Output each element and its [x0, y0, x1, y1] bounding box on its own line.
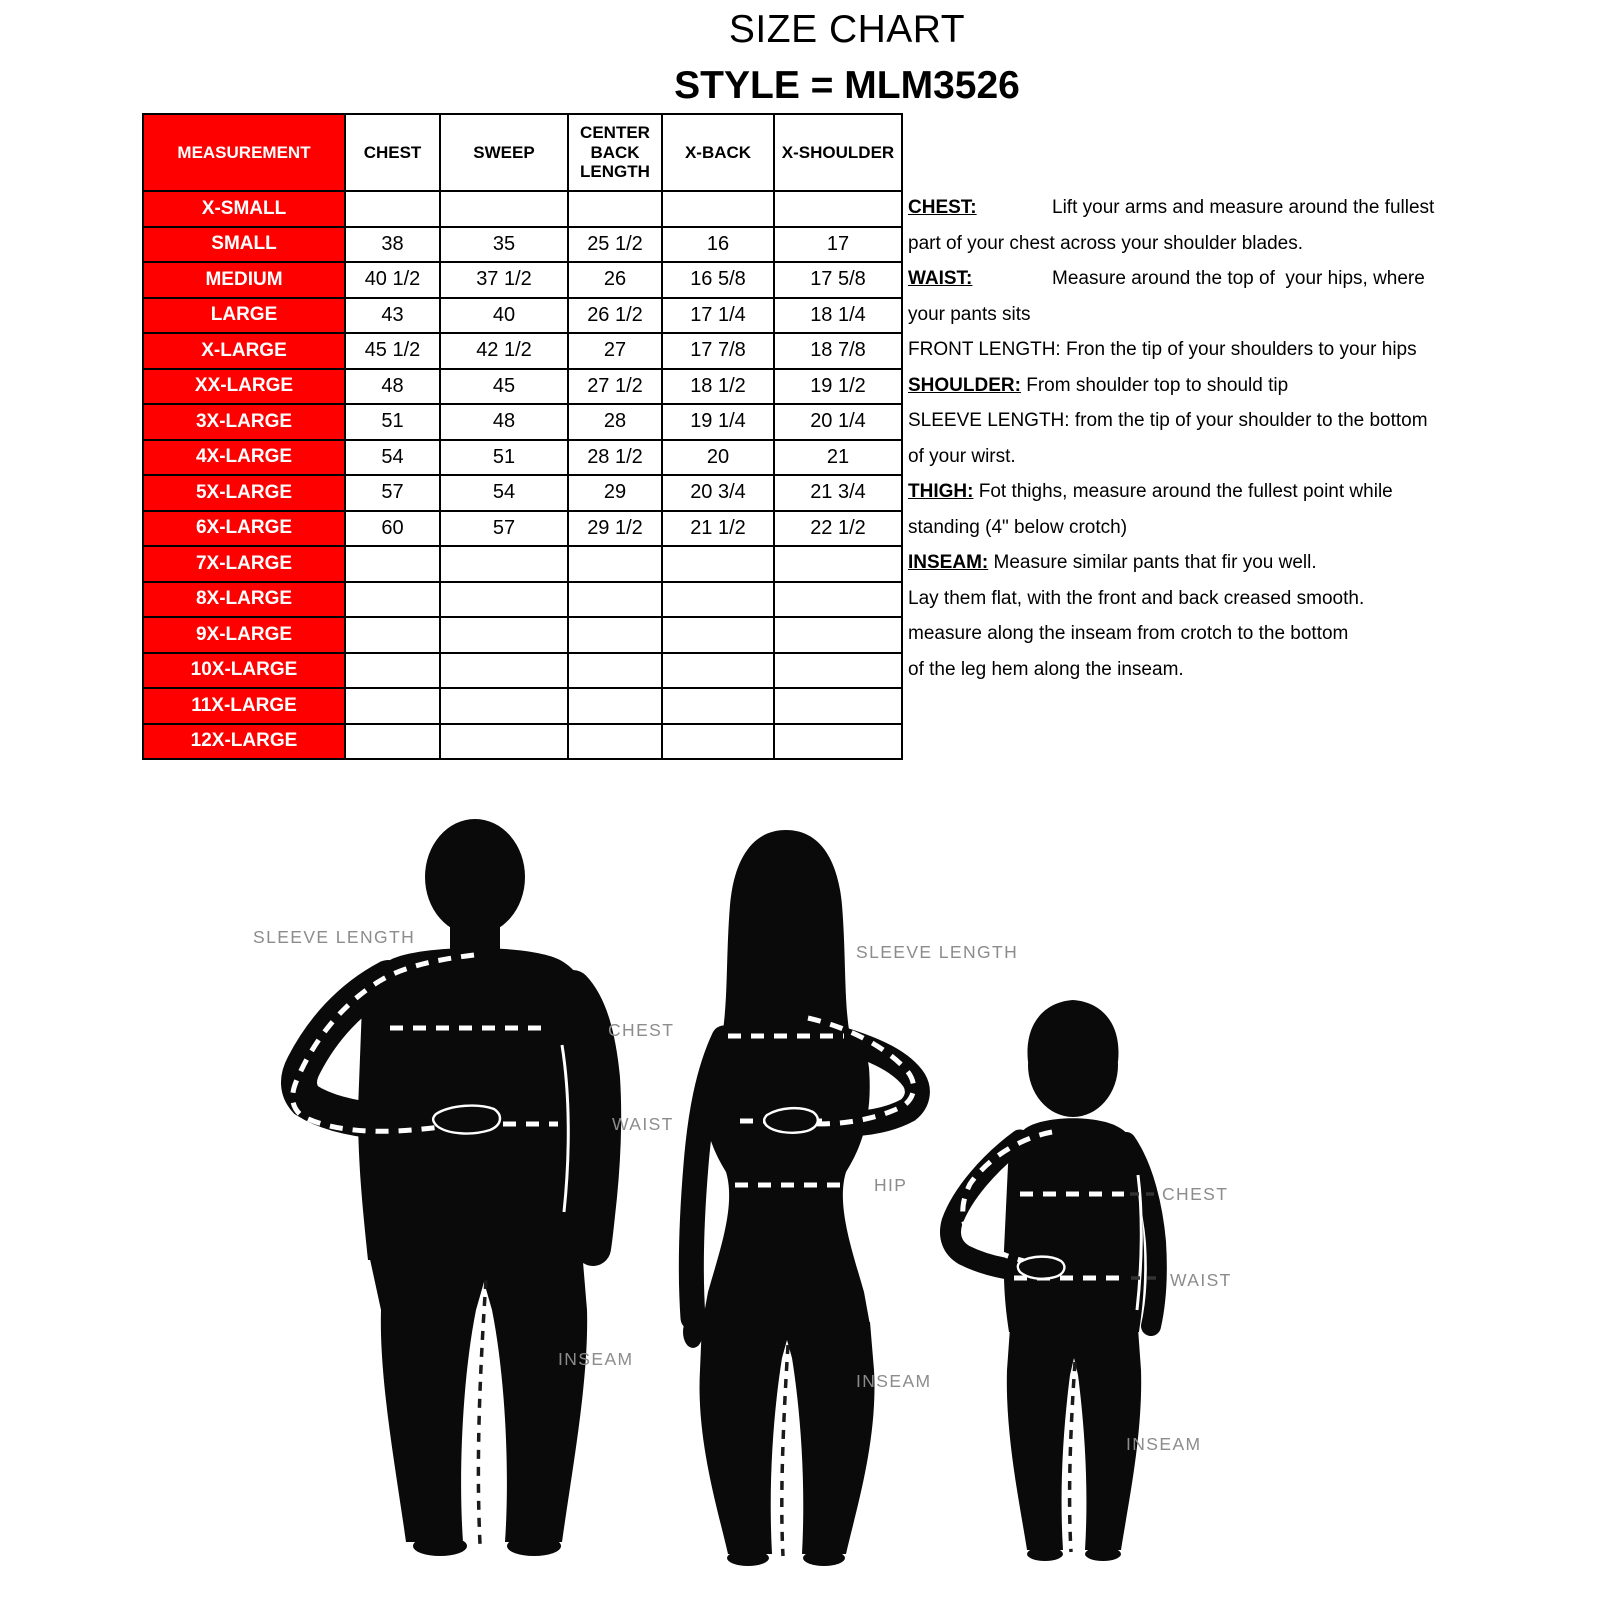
man-hand [433, 1106, 500, 1134]
man-sleeve-length-label: SLEEVE LENGTH [253, 927, 416, 947]
table-row [143, 440, 902, 476]
woman-right-foot [803, 1550, 845, 1566]
instruction-line [908, 439, 1428, 475]
value-cell: 17 5/8 [774, 262, 902, 298]
value-cell [662, 688, 774, 724]
instruction-term: INSEAM: [908, 552, 989, 573]
instruction-line [908, 510, 1428, 546]
value-cell: 20 3/4 [662, 475, 774, 511]
woman-left-foot [727, 1550, 769, 1566]
child-silhouette [951, 1000, 1157, 1561]
table-row [143, 617, 902, 653]
column-header-x-shoulder: X-SHOULDER [774, 114, 902, 191]
child-legs [1007, 1328, 1141, 1550]
child-right-foot [1085, 1547, 1121, 1561]
value-cell: 48 [345, 369, 440, 405]
value-cell: 54 [345, 440, 440, 476]
value-cell: 19 1/2 [774, 369, 902, 405]
child-inseam-label: INSEAM [1126, 1434, 1202, 1454]
size-label-cell: 11X-LARGE [143, 688, 345, 724]
value-cell [440, 191, 568, 227]
instruction-line [908, 190, 1435, 226]
value-cell [662, 546, 774, 582]
woman-hand [764, 1108, 818, 1133]
value-cell: 40 1/2 [345, 262, 440, 298]
value-cell [662, 653, 774, 689]
hip-label: HIP [874, 1175, 908, 1195]
value-cell [568, 724, 662, 760]
value-cell [774, 724, 902, 760]
instruction-text: measure along the inseam from crotch to the bottom [908, 623, 1349, 644]
value-cell [345, 688, 440, 724]
instruction-text: part of your chest across your shoulder blades. [908, 232, 1303, 254]
woman-inseam-line [782, 1345, 788, 1556]
table-row [143, 298, 902, 334]
value-cell: 51 [345, 404, 440, 440]
man-right-foot [507, 1536, 561, 1556]
value-cell: 27 1/2 [568, 369, 662, 405]
value-cell [568, 617, 662, 653]
instruction-text: of your wirst. [908, 445, 1016, 467]
instruction-line [908, 403, 1428, 439]
value-cell: 45 [440, 369, 568, 405]
instruction-line [908, 616, 1428, 652]
size-label-cell: 12X-LARGE [143, 724, 345, 760]
value-cell [345, 582, 440, 618]
instruction-term: CHEST: [908, 197, 977, 218]
size-label-cell: 5X-LARGE [143, 475, 345, 511]
table-row [143, 262, 902, 298]
value-cell: 28 1/2 [568, 440, 662, 476]
value-cell [568, 653, 662, 689]
woman-head [752, 841, 820, 933]
value-cell [440, 724, 568, 760]
size-label-cell: LARGE [143, 298, 345, 334]
value-cell: 51 [440, 440, 568, 476]
size-label-cell: SMALL [143, 227, 345, 263]
value-cell: 26 1/2 [568, 298, 662, 334]
value-cell [440, 546, 568, 582]
measuring-instructions [908, 190, 1435, 687]
value-cell: 43 [345, 298, 440, 334]
table-row [143, 404, 902, 440]
value-cell: 57 [345, 475, 440, 511]
instruction-line [908, 261, 1428, 297]
table-row [143, 227, 902, 263]
size-label-cell: XX-LARGE [143, 369, 345, 405]
value-cell [440, 582, 568, 618]
instruction-line [908, 226, 1428, 262]
instruction-text: Measure similar pants that fir you well. [988, 552, 1317, 573]
value-cell [774, 582, 902, 618]
woman-left-hand [683, 1316, 703, 1348]
table-row [143, 475, 902, 511]
size-label-cell: 7X-LARGE [143, 546, 345, 582]
value-cell [440, 617, 568, 653]
woman-sleeve-length-label: SLEEVE LENGTH [856, 942, 1019, 962]
table-row [143, 582, 902, 618]
page-title: SIZE CHART [728, 8, 966, 51]
instruction-text: From shoulder top to should tip [1020, 374, 1289, 396]
value-cell [345, 653, 440, 689]
table-row [143, 333, 902, 369]
instruction-text: SLEEVE LENGTH: from the tip of your shoulder to the bottom [908, 410, 1428, 431]
size-label-cell: 9X-LARGE [143, 617, 345, 653]
table-row [143, 724, 902, 760]
value-cell: 26 [568, 262, 662, 298]
size-label-cell: X-SMALL [143, 191, 345, 227]
child-hand [1018, 1257, 1065, 1279]
column-header-x-back: X-BACK [662, 114, 774, 191]
value-cell: 20 [662, 440, 774, 476]
value-cell [662, 617, 774, 653]
value-cell [662, 724, 774, 760]
column-header-sweep: SWEEP [440, 114, 568, 191]
column-header-chest: CHEST [345, 114, 440, 191]
value-cell: 19 1/4 [662, 404, 774, 440]
instruction-line [908, 332, 1428, 368]
value-cell: 21 3/4 [774, 475, 902, 511]
instruction-text: of the leg hem along the inseam. [908, 658, 1184, 680]
style-code: STYLE = MLM3526 [674, 64, 1020, 107]
child-left-foot [1027, 1547, 1063, 1561]
value-cell [662, 191, 774, 227]
value-cell [774, 688, 902, 724]
value-cell [568, 191, 662, 227]
instruction-text: Lift your arms and measure around the fullest [1052, 197, 1435, 218]
column-header-center-back-length: CENTER BACK LENGTH [568, 114, 662, 191]
value-cell: 57 [440, 511, 568, 547]
table-row [143, 653, 902, 689]
value-cell [774, 191, 902, 227]
value-cell: 29 [568, 475, 662, 511]
value-cell: 27 [568, 333, 662, 369]
value-cell [774, 546, 902, 582]
table-row [143, 688, 902, 724]
instruction-text: Measure around the top of your hips, where [1052, 268, 1425, 289]
instruction-text: Fot thighs, measure around the fullest point while [973, 481, 1393, 502]
instruction-term: SHOULDER: [908, 374, 1021, 396]
instruction-line [908, 297, 1428, 333]
woman-silhouette [683, 830, 917, 1566]
child-waist-label: WAIST [1170, 1270, 1232, 1290]
value-cell: 60 [345, 511, 440, 547]
man-inseam-label: INSEAM [558, 1349, 634, 1369]
value-cell [662, 582, 774, 618]
child-inseam-line [1070, 1362, 1075, 1552]
man-left-foot [413, 1536, 467, 1556]
value-cell [568, 582, 662, 618]
value-cell: 48 [440, 404, 568, 440]
value-cell [774, 617, 902, 653]
value-cell: 16 5/8 [662, 262, 774, 298]
instruction-line [908, 368, 1428, 404]
column-header-measurement: MEASUREMENT [143, 114, 345, 191]
body-measurement-diagram [240, 810, 1250, 1570]
value-cell [345, 546, 440, 582]
instruction-term: WAIST: [908, 268, 973, 289]
value-cell [568, 688, 662, 724]
value-cell [568, 546, 662, 582]
instruction-text: FRONT LENGTH: Fron the tip of your shoulders to your hips [908, 339, 1417, 360]
instruction-text: your pants sits [908, 303, 1031, 325]
table-row [143, 369, 902, 405]
value-cell: 17 [774, 227, 902, 263]
table-row [143, 191, 902, 227]
size-label-cell: 3X-LARGE [143, 404, 345, 440]
value-cell: 45 1/2 [345, 333, 440, 369]
value-cell [345, 724, 440, 760]
man-inseam-line [478, 1280, 486, 1544]
size-label-cell: 4X-LARGE [143, 440, 345, 476]
chest-label: CHEST [608, 1020, 675, 1040]
size-label-cell: X-LARGE [143, 333, 345, 369]
value-cell: 21 [774, 440, 902, 476]
instruction-line [908, 474, 1428, 510]
table-row [143, 546, 902, 582]
value-cell [345, 191, 440, 227]
value-cell [774, 653, 902, 689]
value-cell: 22 1/2 [774, 511, 902, 547]
value-cell: 29 1/2 [568, 511, 662, 547]
value-cell: 40 [440, 298, 568, 334]
value-cell: 25 1/2 [568, 227, 662, 263]
value-cell: 18 1/2 [662, 369, 774, 405]
value-cell [440, 688, 568, 724]
size-label-cell: 8X-LARGE [143, 582, 345, 618]
value-cell: 54 [440, 475, 568, 511]
size-table [142, 113, 903, 760]
table-header-row [143, 114, 902, 191]
instruction-line [908, 581, 1428, 617]
instruction-text: Lay them flat, with the front and back creased smooth. [908, 587, 1365, 609]
value-cell: 28 [568, 404, 662, 440]
value-cell: 38 [345, 227, 440, 263]
size-label-cell: 10X-LARGE [143, 653, 345, 689]
value-cell [345, 617, 440, 653]
value-cell: 37 1/2 [440, 262, 568, 298]
size-label-cell: 6X-LARGE [143, 511, 345, 547]
value-cell: 42 1/2 [440, 333, 568, 369]
instruction-text: standing (4" below crotch) [908, 516, 1128, 538]
title-block [347, 8, 1347, 108]
woman-legs [700, 1322, 875, 1554]
value-cell: 21 1/2 [662, 511, 774, 547]
woman-inseam-label: INSEAM [856, 1371, 932, 1391]
instruction-line [908, 652, 1428, 688]
value-cell: 35 [440, 227, 568, 263]
instruction-term: THIGH: [908, 481, 974, 502]
table-row [143, 511, 902, 547]
value-cell: 16 [662, 227, 774, 263]
value-cell: 17 1/4 [662, 298, 774, 334]
value-cell: 18 1/4 [774, 298, 902, 334]
waist-label: WAIST [612, 1114, 674, 1134]
value-cell: 18 7/8 [774, 333, 902, 369]
size-label-cell: MEDIUM [143, 262, 345, 298]
value-cell: 17 7/8 [662, 333, 774, 369]
man-legs [368, 1250, 587, 1542]
value-cell: 20 1/4 [774, 404, 902, 440]
instruction-line [908, 545, 1428, 581]
child-chest-label: CHEST [1162, 1184, 1229, 1204]
value-cell [440, 653, 568, 689]
